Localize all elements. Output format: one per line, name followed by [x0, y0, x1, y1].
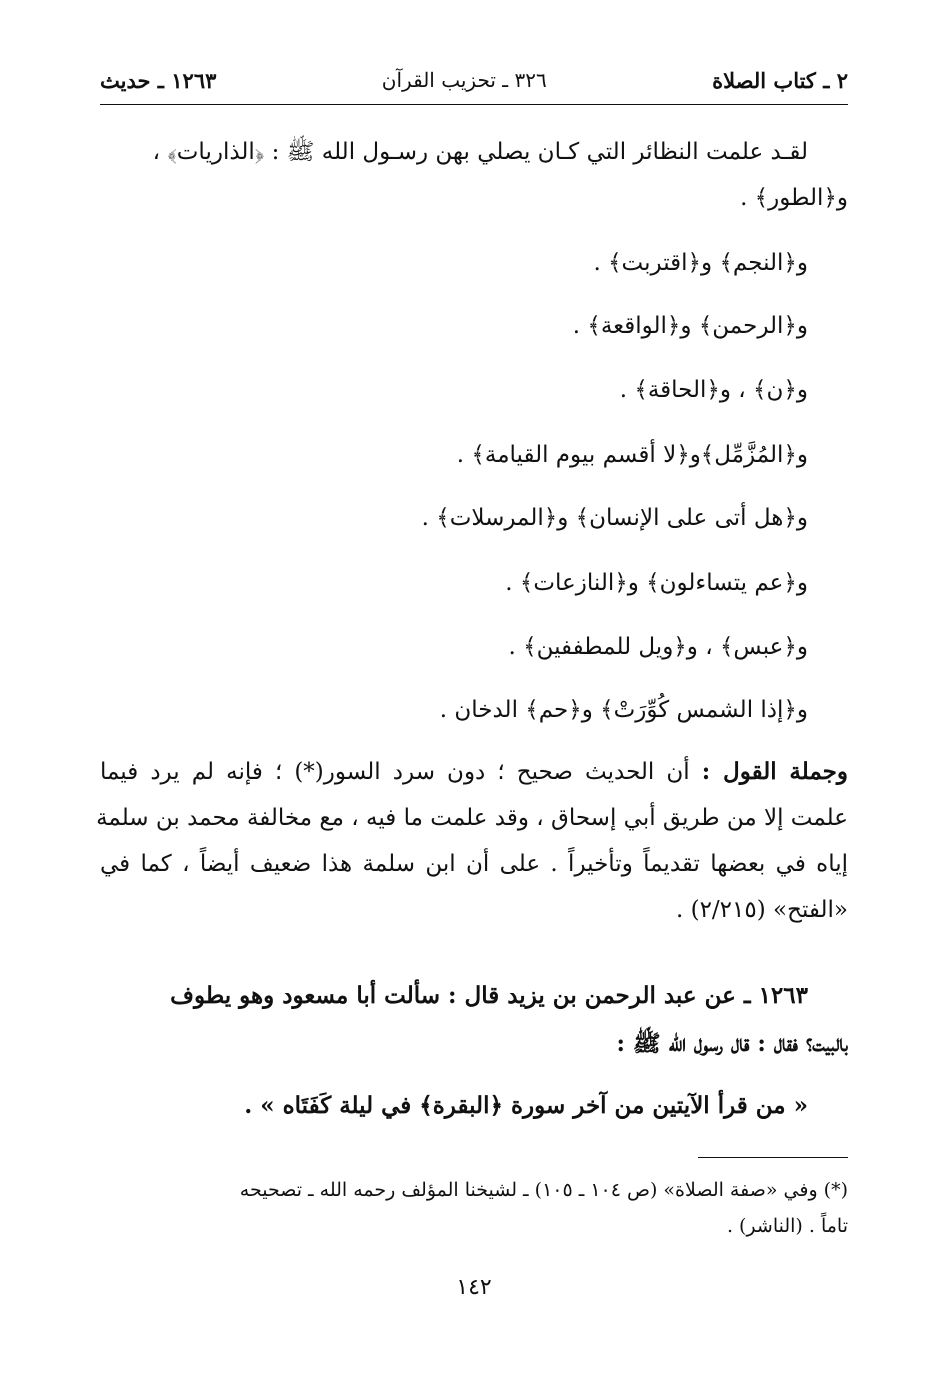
header-chapter: ٢ ـ كتاب الصلاة: [712, 67, 848, 93]
summary-line: [100, 754, 848, 790]
footnote-line: تاماً . (الناشر) .: [726, 1215, 848, 1237]
summary-line: إياه في بعضها تقديماً وتأخيراً . على أن ابن سلمة هذا ضعيف أيضاً ، كما في: [100, 851, 848, 877]
header-hadith-number: ١٢٦٣ ـ حديث: [100, 67, 217, 93]
page-number: ١٤٢: [456, 1275, 492, 1300]
surah-list-item: و﴿النجم﴾ و﴿اقتربت﴾ .: [593, 250, 808, 276]
body-line: و﴿الطور﴾ .: [740, 185, 848, 211]
summary-lead: وجملة القول :: [701, 758, 848, 785]
summary-line: علمت إلا من طريق أبي إسحاق ، وقد علمت ما فيه ، مع مخالفة محمد بن سلمة: [96, 805, 848, 831]
surah-list-item: و﴿إذا الشمس كُوِّرَتْ﴾ و﴿حم﴾ الدخان .: [439, 697, 808, 723]
surah-list-item: و﴿الرحمن﴾ و﴿الواقعة﴾ .: [572, 313, 808, 339]
surah-list-item: و﴿عم يتساءلون﴾ و﴿النازعات﴾ .: [505, 570, 808, 596]
running-header: [100, 62, 848, 98]
hadith-line: ١٢٦٣ ـ عن عبد الرحمن بن يزيد قال : سألت أبا مسعود وهو يطوف: [170, 982, 808, 1009]
surah-list-item: و﴿هل أتى على الإنسان﴾ و﴿المرسلات﴾ .: [421, 505, 808, 531]
hadith-quote: « من قرأ الآيتين من آخر سورة ﴿البقرة﴾ في ليلة كَفَتَاه » .: [244, 1092, 808, 1119]
header-section: ٣٢٦ ـ تحزيب القرآن: [381, 68, 547, 92]
footnote-divider: [698, 1157, 848, 1158]
header-divider: [100, 104, 848, 105]
summary-line: «الفتح» (٢/٢١٥) .: [675, 897, 848, 923]
body-line: لقـد علمت النظائر التي كـان يصلي بهن رسـول الله ﷺ : ﴿الذاريات﴾ ،: [152, 139, 808, 165]
hadith-line: بالبيت؟ فقال : قال رسول الله ﷺ :: [616, 1030, 848, 1057]
book-page: [96, 62, 848, 1322]
footnote-line: (*) وفي «صفة الصلاة» (ص ١٠٤ ـ ١٠٥) ـ لشيخنا المؤلف رحمه الله ـ تصحيحه: [239, 1179, 848, 1201]
surah-list-item: و﴿ن﴾ ، و﴿الحاقة﴾ .: [619, 377, 808, 403]
surah-list-item: و﴿المُزَّمِّل﴾و﴿لا أقسم بيوم القيامة﴾ .: [456, 442, 808, 468]
summary-text: أن الحديث صحيح ؛ دون سرد السور(*) ؛ فإنه لم يرد فيما: [100, 759, 702, 785]
surah-list-item: و﴿عبس﴾ ، و﴿ويل للمطففين﴾ .: [508, 634, 808, 660]
